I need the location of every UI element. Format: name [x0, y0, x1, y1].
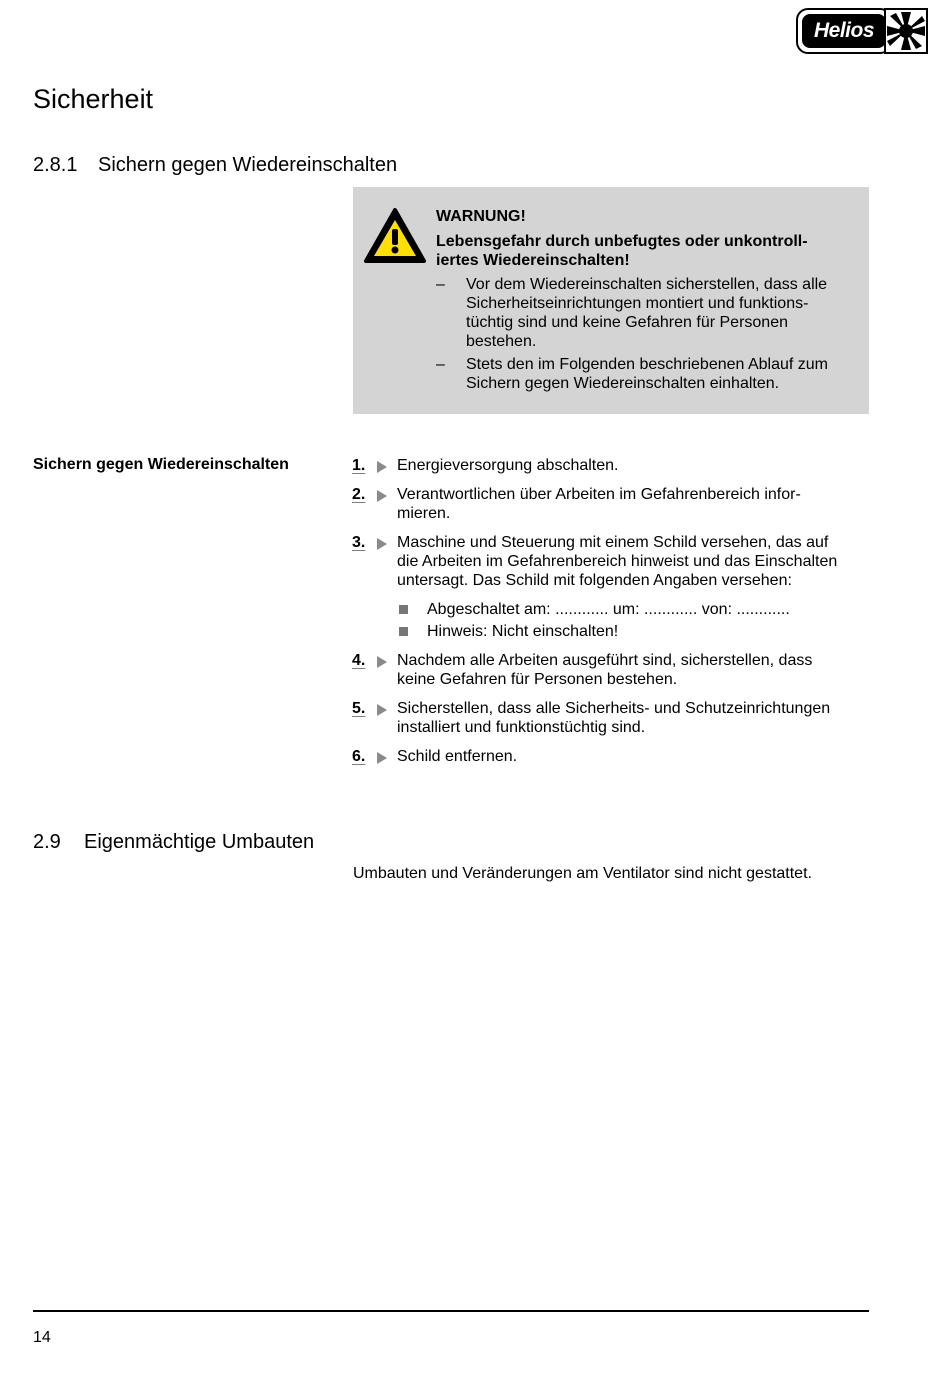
step-line: mieren. [397, 505, 451, 522]
sign-info-item [397, 622, 872, 641]
warning-description [436, 232, 866, 270]
section-paragraph: Umbauten und Veränderungen am Ventilator sind nicht gestattet. [353, 865, 812, 882]
procedure-side-label: Sichern gegen Wiedereinschalten [33, 456, 289, 473]
warning-item-line: tüchtig sind und keine Gefahren für Personen [466, 314, 788, 331]
step-line: untersagt. Das Schild mit folgenden Angaben versehen: [397, 572, 792, 589]
step-number [352, 485, 388, 507]
step-item [352, 533, 872, 641]
step-number [352, 456, 388, 478]
step-arrow-icon [377, 538, 387, 550]
step-number-text: 5. [352, 700, 366, 717]
section-title: Eigenmächtige Umbauten [84, 831, 315, 853]
warning-desc-line: Lebensgefahr durch unbefugtes oder unkontroll- [436, 233, 808, 250]
step-number-text: 2. [352, 486, 366, 503]
footer-divider [33, 1310, 869, 1312]
warning-label: WARNUNG! [436, 208, 526, 225]
step-line: keine Gefahren für Personen bestehen. [397, 671, 678, 688]
step-arrow-icon [377, 704, 387, 716]
square-bullet-icon [399, 605, 408, 614]
square-bullet-icon [399, 627, 408, 636]
step-number [352, 533, 388, 555]
step-line: Sicherstellen, dass alle Sicherheits- und Schutzeinrichtungen [397, 700, 831, 717]
step-arrow-icon [377, 490, 387, 502]
procedure-steps [352, 456, 872, 776]
warning-item-line: bestehen. [466, 333, 537, 350]
step-item [352, 747, 872, 766]
step-number-text: 6. [352, 748, 366, 765]
step-number [352, 699, 388, 721]
step-line: Energieversorgung abschalten. [397, 457, 619, 474]
section-heading-2-9 [33, 831, 314, 854]
fan-icon [884, 8, 928, 54]
logo-badge [796, 8, 892, 54]
step-arrow-icon [377, 656, 387, 668]
warning-text [436, 207, 866, 397]
sign-info-list [397, 600, 872, 641]
warning-item [436, 275, 866, 351]
step-item [352, 651, 872, 689]
step-number [352, 651, 388, 673]
warning-item-line: Vor dem Wiedereinschalten sicherstellen, dass alle [466, 276, 828, 293]
step-line: Nachdem alle Arbeiten ausgeführt sind, sicherstellen, dass [397, 652, 813, 669]
step-line: die Arbeiten im Gefahrenbereich hinweist und das Einschalten [397, 553, 838, 570]
step-arrow-icon [377, 752, 387, 764]
warning-item-line: Stets den im Folgenden beschriebenen Ablauf zum [466, 356, 829, 373]
page-number: 14 [33, 1329, 51, 1346]
step-number-text: 4. [352, 652, 366, 669]
step-line: Verantwortlichen über Arbeiten im Gefahrenbereich infor- [397, 486, 801, 503]
warning-desc-line: iertes Wiedereinschalten! [436, 252, 630, 269]
dash-bullet: – [436, 356, 445, 373]
warning-item [436, 355, 866, 393]
helios-logo [796, 8, 930, 54]
step-item [352, 456, 872, 475]
step-item [352, 485, 872, 523]
step-number-text: 3. [352, 534, 366, 551]
sign-info-item [397, 600, 872, 619]
logo-text: Helios [802, 14, 886, 48]
step-number-text: 1. [352, 457, 366, 474]
page-title: Sicherheit [33, 84, 154, 114]
section-heading-2-8-1 [33, 154, 397, 177]
section-number: 2.9 [33, 831, 61, 853]
section-number: 2.8.1 [33, 154, 78, 176]
sign-info-text: Hinweis: Nicht einschalten! [427, 623, 619, 640]
step-line: Schild entfernen. [397, 748, 518, 765]
step-arrow-icon [377, 461, 387, 473]
warning-item-line: Sicherheitseinrichtungen montiert und funktions- [466, 295, 809, 312]
warning-triangle-icon [363, 207, 427, 265]
sign-info-text: Abgeschaltet am: ............ um: ............ von: ............ [427, 601, 790, 618]
warning-box [353, 187, 869, 414]
step-number [352, 747, 388, 769]
warning-item-line: Sichern gegen Wiedereinschalten einhalten. [466, 375, 780, 392]
step-line: installiert und funktionstüchtig sind. [397, 719, 646, 736]
dash-bullet: – [436, 276, 445, 293]
step-item [352, 699, 872, 737]
section-title: Sichern gegen Wiedereinschalten [98, 154, 398, 176]
step-line: Maschine und Steuerung mit einem Schild versehen, das auf [397, 534, 829, 551]
